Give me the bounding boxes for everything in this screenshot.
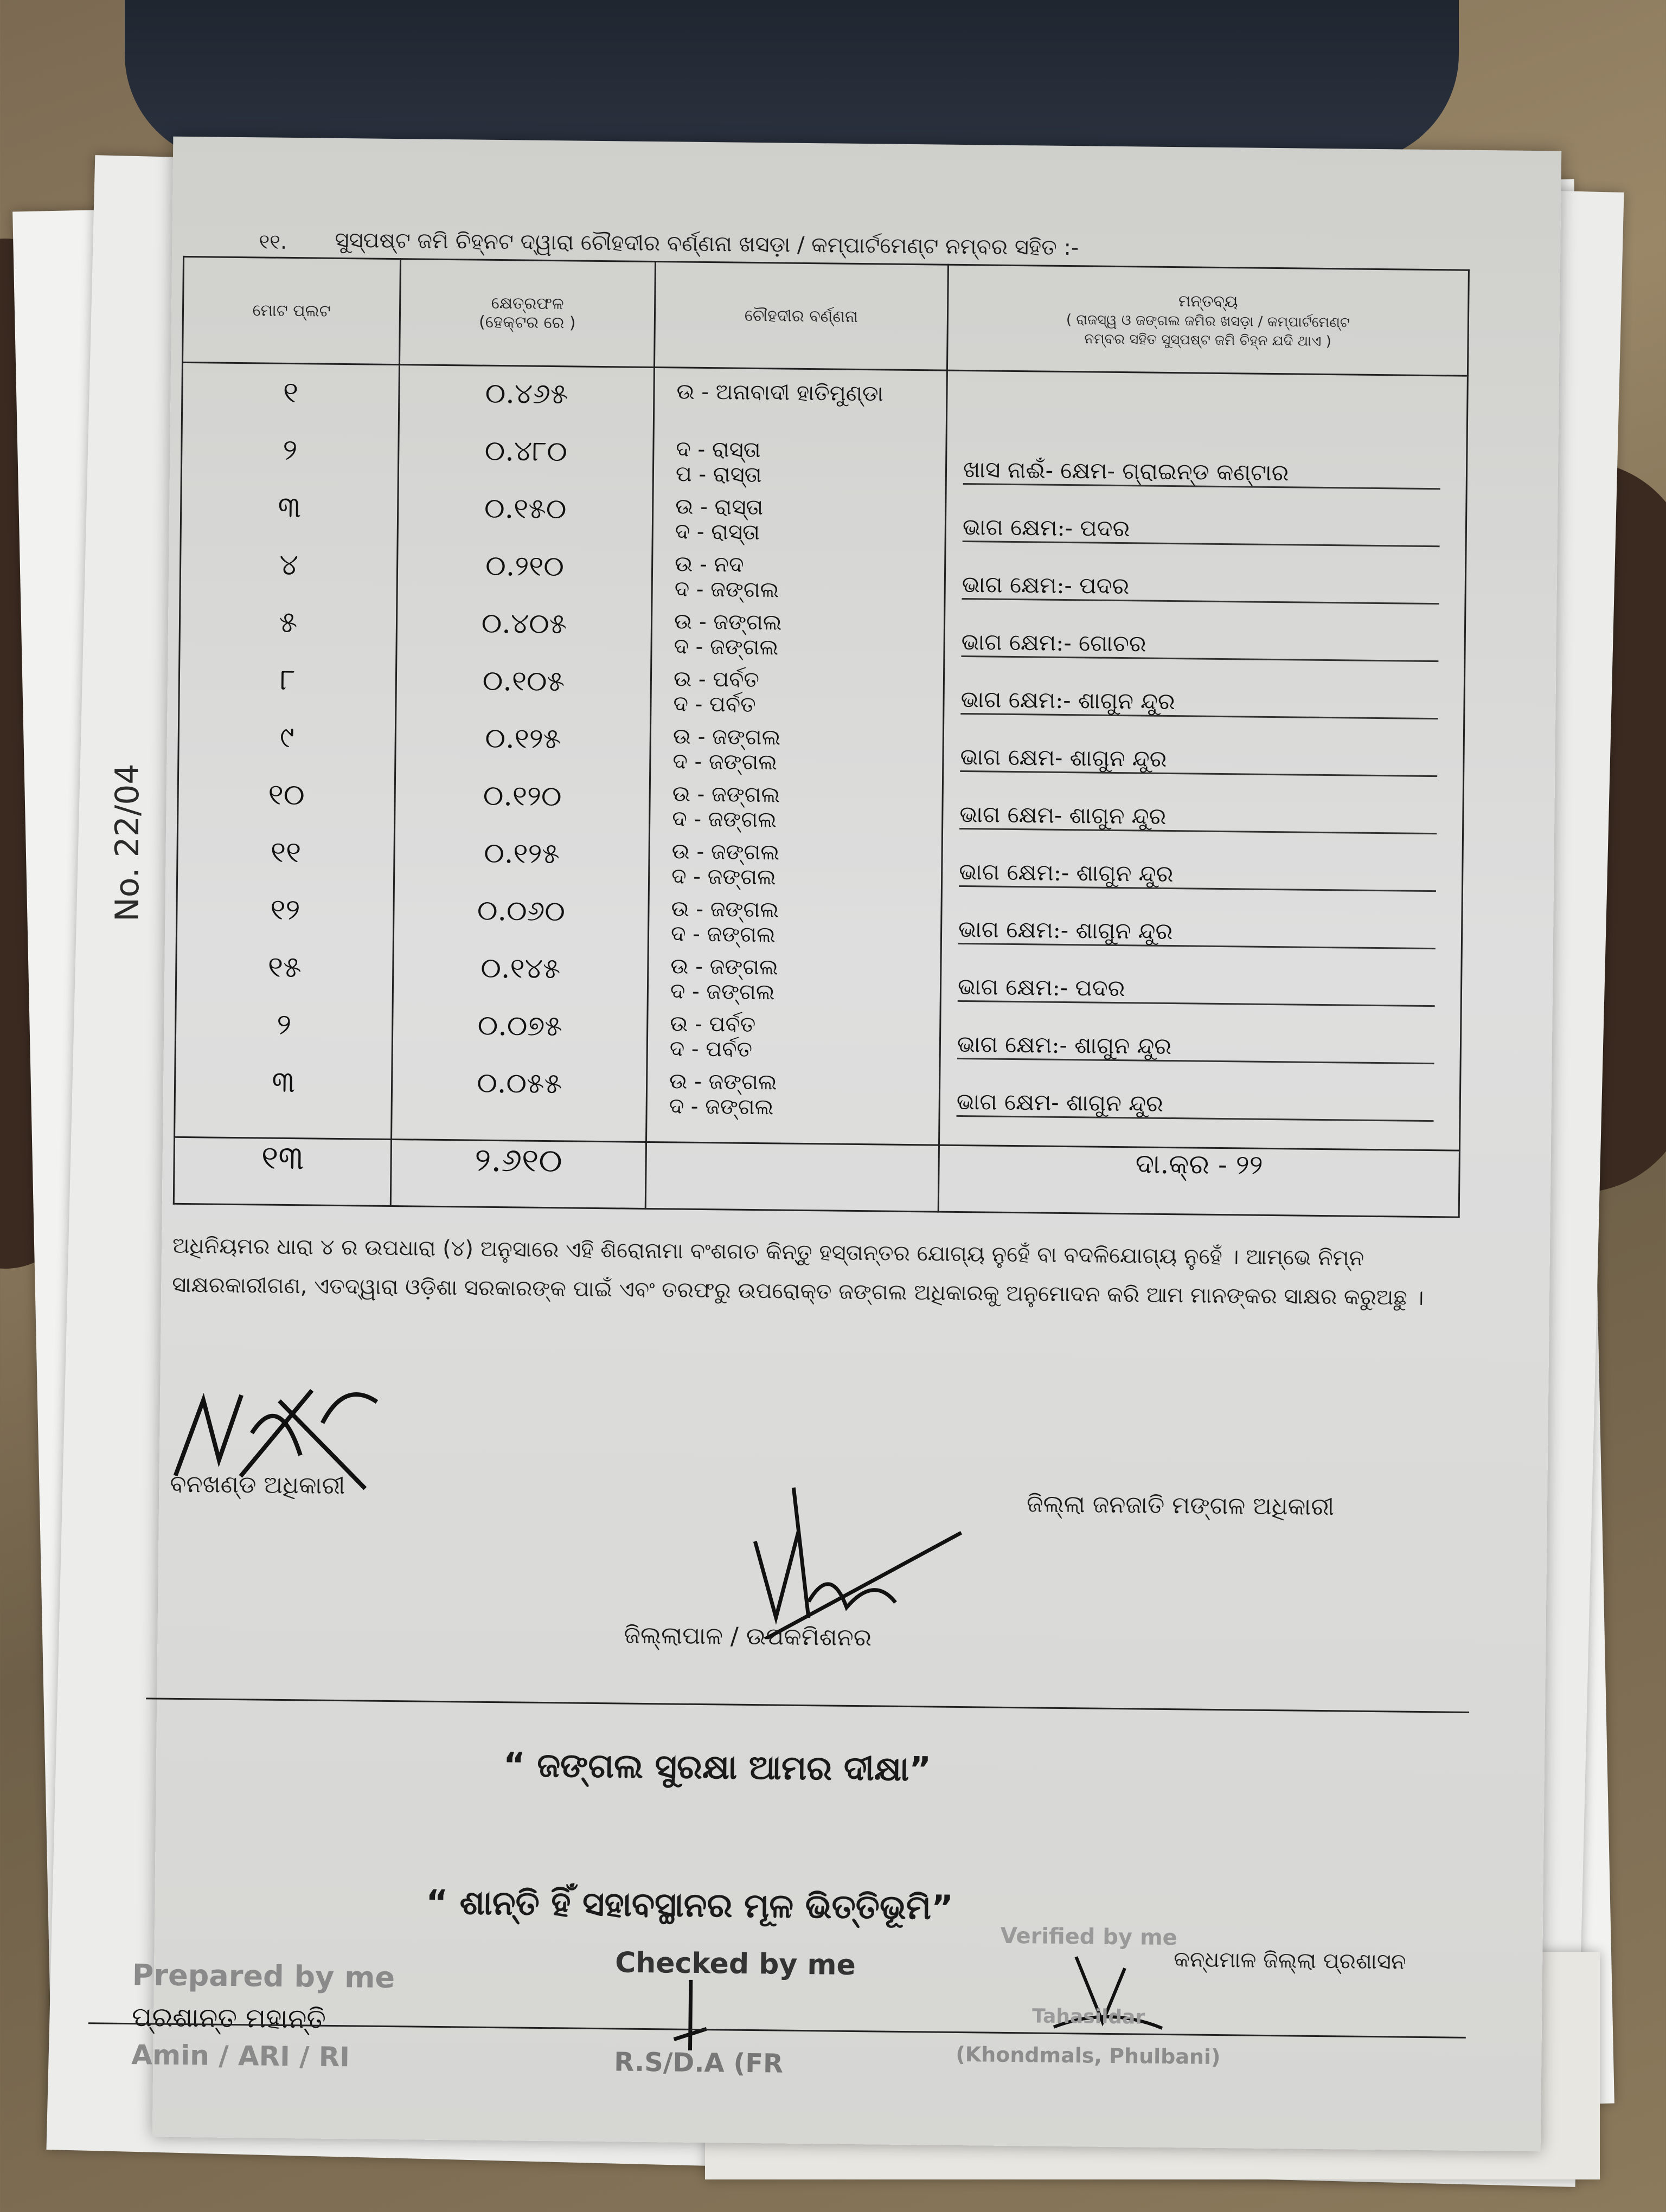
plot-area: ୦.୧୨୫ <box>485 722 561 756</box>
boundary-line: ଉ - ଜଙ୍ଗଲ <box>669 1069 777 1095</box>
district-administration-label: କନ୍ଧମାଳ ଜିଲ୍ଲା ପ୍ରଶାସନ <box>1174 1947 1406 1975</box>
land-table <box>173 256 1470 1218</box>
plot-remark: ଭାଗ କ୍ଷେମ:- ପଦର <box>963 513 1440 547</box>
plot-remark: ଭାଗ କ୍ଷେମ:- ଶାଗୁନ ନ୍ଦୁର <box>958 916 1436 949</box>
slogan-peace-coexistence: “ ଶାନ୍ତି ହିଁ ସହାବସ୍ଥାନର ମୂଳ ଭିତ୍ତିଭୂମି” <box>425 1882 954 1927</box>
plot-area: ୦.୦୫୫ <box>476 1066 562 1101</box>
boundary-line: ଦ - ଜଙ୍ଗଲ <box>669 1094 774 1120</box>
boundary-line: ଦ - ଜଙ୍ଗଲ <box>670 921 776 948</box>
plot-area: ୦.୧୦୫ <box>482 664 565 698</box>
plot-area: ୦.୧୪୫ <box>480 951 561 986</box>
boundary-line: ଉ - ନଦ <box>674 551 744 577</box>
boundary-column <box>648 368 946 1120</box>
rsda-label: R.S/D.A (FR <box>613 2047 784 2079</box>
boundary-line: ଉ - ଅନାବାଦୀ ହାତିମୁଣ୍ଡା <box>676 379 883 407</box>
boundary-line: ଉ - ପର୍ବତ <box>670 1011 756 1038</box>
boundary-line: ଦ - ଜଙ୍ଗଲ <box>671 864 777 890</box>
boundary-line: ଉ - ଜଙ୍ଗଲ <box>672 724 781 750</box>
plot-remark: ଭାଗ କ୍ଷେମ- ଶାଗୁନ ନ୍ଦୁର <box>959 801 1437 834</box>
area-column <box>393 365 653 1116</box>
total-boundary <box>645 1142 939 1212</box>
plot-number: ୧ <box>283 375 299 410</box>
plot-remark: ଭାଗ କ୍ଷେମ- ଶାଗୁନ ନ୍ଦୁର <box>957 1088 1434 1122</box>
plot-number: ୧୨ <box>270 892 300 927</box>
boundary-line: ପ - ରାସ୍ତା <box>675 461 762 488</box>
plot-number: ୧୧ <box>270 834 302 870</box>
total-remark: ଦା.କ୍ର - ୨୨ <box>938 1145 1459 1217</box>
plot-remark: ଭାଗ କ୍ଷେମ:- ଶାଗୁନ ନ୍ଦୁର <box>959 858 1437 892</box>
plot-area: ୦.୪୬୫ <box>485 377 568 411</box>
plot-number: ୨ <box>276 1007 292 1042</box>
boundary-line: ଉ - ଜଙ୍ଗଲ <box>670 954 779 980</box>
checked-by-label: Checked by me <box>614 1946 856 1982</box>
verified-by-signature <box>1043 1946 1174 2045</box>
stamp-text: No. 22/04 <box>108 763 146 922</box>
plot-area: ୦.୪୮୦ <box>484 434 568 468</box>
verified-by-label: Verified by me <box>1000 1923 1178 1951</box>
boundary-line: ଉ - ପର୍ବତ <box>673 666 760 693</box>
checked-by-signature <box>641 1974 740 2056</box>
document-sheet <box>131 137 1562 2152</box>
col-header-remarks: ମନ୍ତବ୍ୟ ( ରାଜସ୍ୱ ଓ ଜଙ୍ଗଲ ଜମିର ଖସଡ଼ା / କମ୍ପାର୍ଟମେଣ୍ଟ ନମ୍ବର ସହିତ ସୁସ୍ପଷ୍ଟ ଜମି ଚିହ୍ନ ଯଦି ଥାଏ ) <box>947 265 1469 376</box>
plot-number: ୫ <box>279 605 298 640</box>
plot-number: ୩ <box>272 1064 296 1099</box>
declaration-clause: ଅଧିନିୟମର ଧାରା ୪ ର ଉପଧାରା (୪) ଅନୁସାରେ ଏହି ଶିରୋନାମା ବଂଶଗତ କିନ୍ତୁ ହସ୍ତାନ୍ତର ଯୋଗ୍ୟ ନୁହେଁ ବା ବଦଳିଯୋଗ୍ୟ ନୁହେଁ । ଆମ୍ଭେ ନିମ୍ନ ସାକ୍ଷରକାରୀଗଣ, ଏତଦ୍ୱାରା ଓଡ଼ିଶା ସରକାରଙ୍କ ପାଇଁ ଏବଂ ତରଫରୁ ଉପରୋକ୍ତ ଜଙ୍ଗଲ ଅଧିକାରକୁ ଅନୁମୋଦନ କରି ଆମ ମାନଙ୍କର ସାକ୍ଷର କରୁଅଛୁ । <box>171 1233 1424 1310</box>
plot-number: ୮ <box>279 662 296 697</box>
plot-number: ୧୦ <box>268 777 305 812</box>
boundary-line: ଦ - ଜଙ୍ଗଲ <box>674 576 779 603</box>
khondmals-label: (Khondmals, Phulbani) <box>956 2042 1221 2069</box>
total-plots: ୧୩ <box>174 1137 391 1206</box>
boundary-line: ଉ - ଜଙ୍ଗଲ <box>671 896 779 923</box>
plot-area: ୦.୧୨୦ <box>483 779 562 813</box>
boundary-line: ଉ - ଜଙ୍ଗଲ <box>671 839 780 865</box>
section-title: ସୁସ୍ପଷ୍ଟ ଜମି ଚିହ୍ନଟ ଦ୍ୱାରା ଚୌହଦୀର ବର୍ଣ୍ଣନା ଖସଡ଼ା / କମ୍ପାର୍ଟମେଣ୍ଟ ନମ୍ବର ସହିତ :- <box>335 227 1079 261</box>
collector-label: ଜିଲ୍ଲାପାଳ / ଉପକମିଶନର <box>624 1621 872 1652</box>
side-stamp <box>108 763 146 922</box>
plot-number: ୨ <box>283 432 298 467</box>
plot-number: ୩ <box>278 490 302 525</box>
prepared-by-label: Prepared by me <box>132 1958 395 1995</box>
plot-area: ୦.୨୧୦ <box>485 549 565 583</box>
boundary-line: ଦ - ଜଙ୍ଗଲ <box>672 749 778 775</box>
total-row <box>174 1137 1459 1217</box>
section-number: ୧୧. <box>259 229 287 254</box>
plot-remark: ଭାଗ କ୍ଷେମ:- ଶାଗୁନ ନ୍ଦୁର <box>957 1031 1435 1064</box>
forest-officer-label: ବନଖଣ୍ଡ ଅଧିକାରୀ <box>170 1470 345 1500</box>
plot-column <box>176 363 399 1114</box>
boundary-line: ଦ - ଜଙ୍ଗଲ <box>674 634 779 660</box>
boundary-line: ଉ - ଜଙ୍ଗଲ <box>672 781 780 808</box>
boundary-line: ଉ - ଜଙ୍ଗଲ <box>674 609 782 635</box>
boundary-line: ଦ - ଜଙ୍ଗଲ <box>670 979 775 1005</box>
slogan-forest-protection: “ ଜଙ୍ଗଲ ସୁରକ୍ଷା ଆମର ଦୀକ୍ଷା” <box>503 1745 932 1789</box>
plot-area: ୦.୪୦୫ <box>481 607 567 641</box>
tribal-welfare-officer-label: ଜିଲ୍ଲା ଜନଜାତି ମଙ୍ଗଳ ଅଧିକାରୀ <box>1026 1490 1335 1521</box>
plot-remark: ଭାଗ କ୍ଷେମ:- ପଦର <box>958 973 1436 1007</box>
boundary-line: ଦ - ଜଙ୍ଗଲ <box>672 806 777 833</box>
col-header-boundary: ଚୌହଦୀର ବର୍ଣ୍ଣନା <box>654 262 948 371</box>
plot-number: ୯ <box>279 719 295 755</box>
boundary-line: ଦ - ରାସ୍ତା <box>675 519 760 545</box>
boundary-line: ଦ - ରାସ୍ତା <box>676 436 761 463</box>
plot-number: ୪ <box>279 547 299 582</box>
plot-area: ୦.୦୬୦ <box>477 894 566 928</box>
prepared-by-handwritten-name: ପ୍ରଶାନ୍ତ ମହାନ୍ତି <box>131 2001 326 2035</box>
amin-label: Amin / ARI / RI <box>131 2039 350 2073</box>
boundary-line: ଦ - ପର୍ବତ <box>673 691 756 718</box>
total-area: ୨.୬୧୦ <box>390 1140 646 1209</box>
separator-line <box>146 1697 1469 1713</box>
plot-remark: ଭାଗ କ୍ଷେମ- ଶାଗୁନ ନ୍ଦୁର <box>960 743 1438 777</box>
plot-number: ୧୫ <box>267 949 302 985</box>
col-header-area: କ୍ଷେତ୍ରଫଳ (ହେକ୍ଟର ରେ ) <box>400 259 656 368</box>
boundary-line: ଦ - ପର୍ବତ <box>669 1036 753 1062</box>
tahasildar-label: Tahasildar <box>1031 2005 1145 2029</box>
boundary-line: ଉ - ରାସ୍ତା <box>675 494 764 520</box>
plot-area: ୦.୧୨୫ <box>483 837 560 871</box>
col-header-plot: ମୋଟ ପ୍ଲଟ <box>183 256 401 364</box>
plot-remark: ଖାସ ନାଈଁ- କ୍ଷେମ- ଗ୍ରାଇନ୍ଡ କଣ୍ଟାର <box>963 456 1441 490</box>
plot-remark: ଭାଗ କ୍ଷେମ:- ଗୋଚର <box>961 628 1439 662</box>
remark-column <box>940 371 1466 1125</box>
collector-signature <box>732 1465 983 1642</box>
plot-area: ୦.୦୭୫ <box>477 1009 563 1043</box>
plot-area: ୦.୧୫୦ <box>484 492 567 526</box>
plot-remark: ଭାଗ କ୍ଷେମ:- ପଦର <box>962 571 1440 605</box>
plot-remark: ଭାଗ କ୍ଷେମ:- ଶାଗୁନ ନ୍ଦୁର <box>960 686 1438 719</box>
